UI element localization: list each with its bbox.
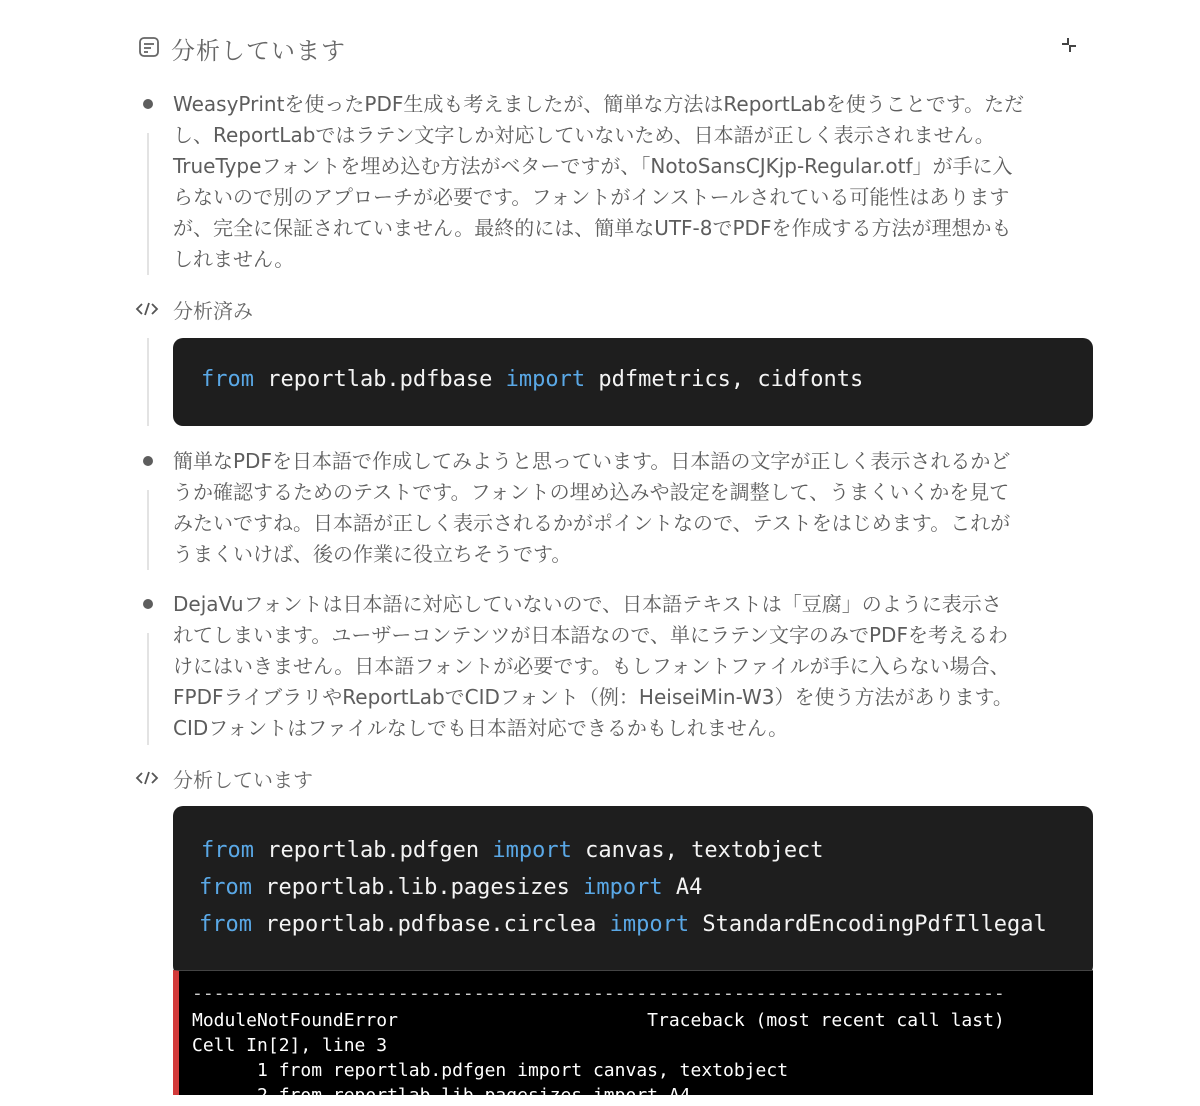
thinking-paragraph [173,89,1098,275]
code-text: reportlab.pdfbase [253,367,506,392]
keyword: from [199,912,252,937]
timeline-line [147,338,149,426]
text-line: れてしまいます。ユーザーコンテンツが日本語なので、単にラテン文字のみでPDFを考えるわ [173,623,1008,647]
bullet-dot [143,599,153,609]
timeline-line [147,633,149,745]
tool-status-label: 分析しています [173,768,313,792]
tool-status-label: 分析済み [173,299,253,323]
keyword: from [201,838,254,863]
code-icon [136,301,158,317]
error-output [173,970,1093,1106]
output-line: 1 from reportlab.pdfgen import canvas, textobject [192,1060,789,1081]
text-line: 簡単なPDFを日本語で作成してみようと思っています。日本語の文字が正しく表示されるかど [173,449,1011,473]
output-line: 2 from reportlab.lib.pagesizes import A4 [192,1085,691,1106]
code-text: reportlab.lib.pagesizes [251,875,584,900]
collapse-icon[interactable] [1058,34,1080,56]
text-line: TrueTypeフォントを埋め込む方法がベターですが、「NotoSansCJKjp-Regular.otf」が手に入 [173,154,1013,178]
bullet-dot [143,456,153,466]
keyword: from [201,367,254,392]
text-line: DejaVuフォントは日本語に対応していないので、日本語テキストは「豆腐」のように表示さ [173,592,1002,616]
text-line: が、完全に保証されていません。最終的には、簡単なUTF-8でPDFを作成する方法が理想かも [173,216,1012,240]
thinking-paragraph [173,589,1098,744]
text-line: し、ReportLabではラテン文字しか対応していないため、日本語が正しく表示されません。 [173,123,995,147]
text-line: みたいですね。日本語が正しく表示されるかがポイントなので、テストをはじめます。これが [173,511,1011,535]
text-line: うか確認するためのテストです。フォントの埋め込みや設定を調整して、うまくいくかを見て [173,480,1010,504]
bullet-dot [143,99,153,109]
thinking-paragraph [173,446,1098,570]
text-line: うまくいけば、後の作業に役立ちそうです。 [173,542,572,566]
keyword: import [583,875,663,900]
thinking-header [138,30,1088,66]
keyword: import [609,912,690,937]
code-block [173,338,1093,426]
code-line [199,912,1047,937]
keyword: import [505,367,586,392]
code-line [201,367,863,392]
document-icon [138,36,160,58]
code-line [201,838,824,863]
keyword: import [492,838,572,863]
code-line [199,875,702,900]
output-line: Cell In[2], line 3 [192,1035,388,1056]
code-icon [136,770,158,786]
text-line: しれません。 [173,247,295,271]
output-line: --------------------------------------------------------------------------- [192,983,1005,1004]
text-line: WeasyPrintを使ったPDF生成も考えましたが、簡単な方法はReportLabを使うことです。ただ [173,92,1025,116]
code-text: pdfmetrics, cidfonts [585,367,864,392]
code-text: A4 [662,875,703,900]
text-line: らないので別のアプローチが必要です。フォントがインストールされている可能性はあります [173,185,1010,209]
code-block [173,806,1093,976]
code-text: reportlab.pdfbase.circlea [251,912,610,937]
text-line: けにはいきません。日本語フォントが必要です。もしフォントファイルが手に入らない場合、 [173,654,1010,678]
timeline-line [147,133,149,275]
timeline-line [147,490,149,570]
keyword: from [199,875,252,900]
code-text: reportlab.pdfgen [253,838,493,863]
code-text: canvas, textobject [571,838,824,863]
text-line: CIDフォントはファイルなしでも日本語対応できるかもしれません。 [173,716,789,740]
output-line: ModuleNotFoundError Traceback (most recent call last) [192,1010,1005,1031]
thinking-title: 分析しています [171,37,346,65]
code-text: StandardEncodingPdfIllegal [689,912,1047,937]
text-line: FPDFライブラリやReportLabでCIDフォント（例：HeiseiMin-W3）を使う方法があります。 [173,685,1013,709]
